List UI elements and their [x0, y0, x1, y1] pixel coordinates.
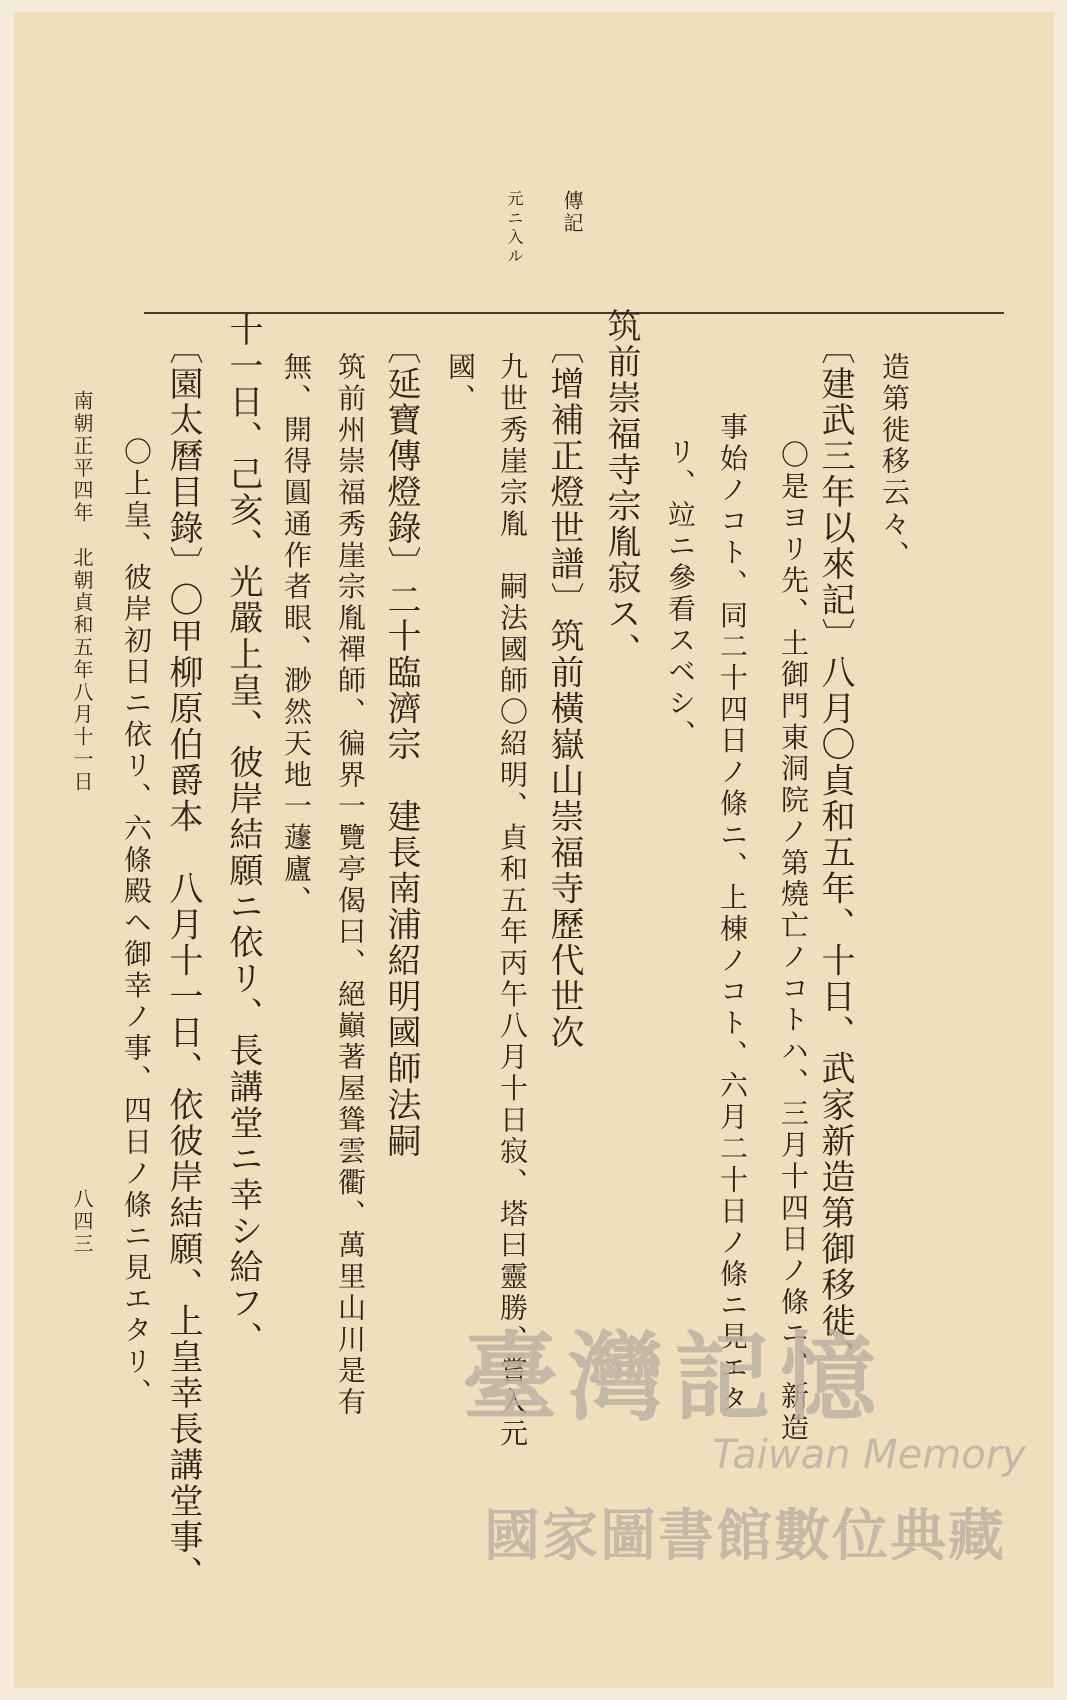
text-column: 事始ノコト、同二十四日ノ條ニ、上棟ノコト、六月二十日ノ條ニ見エタ [716, 412, 749, 1416]
watermark-institution: 國家圖書館數位典藏 [484, 1504, 1006, 1569]
text-column: 〔園太曆目錄〕〇甲柳原伯爵本 八月十一日、依彼岸結願、上皇幸長講堂事、 [163, 330, 203, 1592]
text-column: 筑前州崇福秀崖宗胤禪師、徧界一覽亭偈曰、絕巓著屋聳雲衢、萬里山川是有 [334, 352, 367, 1419]
page-number: 八四三 [70, 1188, 94, 1256]
section-heading: 筑前崇福寺宗胤寂ス、 [601, 308, 641, 669]
text-column: 〔增補正燈世譜〕筑前橫嶽山崇福寺歷代世次 [544, 330, 584, 1051]
document-page [14, 12, 1054, 1688]
text-column: リ、竝ニ參看スベシ、 [664, 437, 697, 751]
text-column: 〇上皇、彼岸初日ニ依リ、六條殿ヘ御幸ノ事、四日ノ條ニ見エタリ、 [120, 437, 153, 1410]
header-rule [144, 312, 1004, 314]
watermark-logo: 臺灣記憶 [462, 1321, 886, 1434]
text-column: 國、 [444, 352, 477, 415]
text-column: 〔建武三年以來記〕八月〇貞和五年、十日、武家新造第御移徙、 [815, 330, 855, 1376]
running-subtitle: 元ニ入ル [505, 190, 524, 267]
text-column: 〇是ヨリ先、土御門東洞院ノ第燒亡ノコトハ、三月十四日ノ條ニ、新造 [777, 440, 810, 1444]
watermark-english: Taiwan Memory [712, 1432, 1026, 1478]
running-footer-date: 南朝正平四年 北朝貞和五年八月十一日 [70, 390, 94, 794]
running-title: 傳記 [560, 190, 584, 235]
text-column: 無、開得圓通作者眼、渺然天地一蘧廬、 [280, 352, 313, 917]
text-column: 九世秀崖宗胤 嗣法國師〇紹明、貞和五年丙午八月十日寂、塔曰靈勝、嘗入元 [496, 352, 529, 1450]
text-column: 〔延寶傳燈錄〕二十臨濟宗 建長南浦紹明國師法嗣 [381, 330, 421, 1159]
text-column: 造第徙移云々、 [878, 352, 911, 572]
section-heading: 十一日、己亥、光嚴上皇、彼岸結願ニ依リ、長講堂ニ幸シ給フ、 [223, 312, 263, 1358]
